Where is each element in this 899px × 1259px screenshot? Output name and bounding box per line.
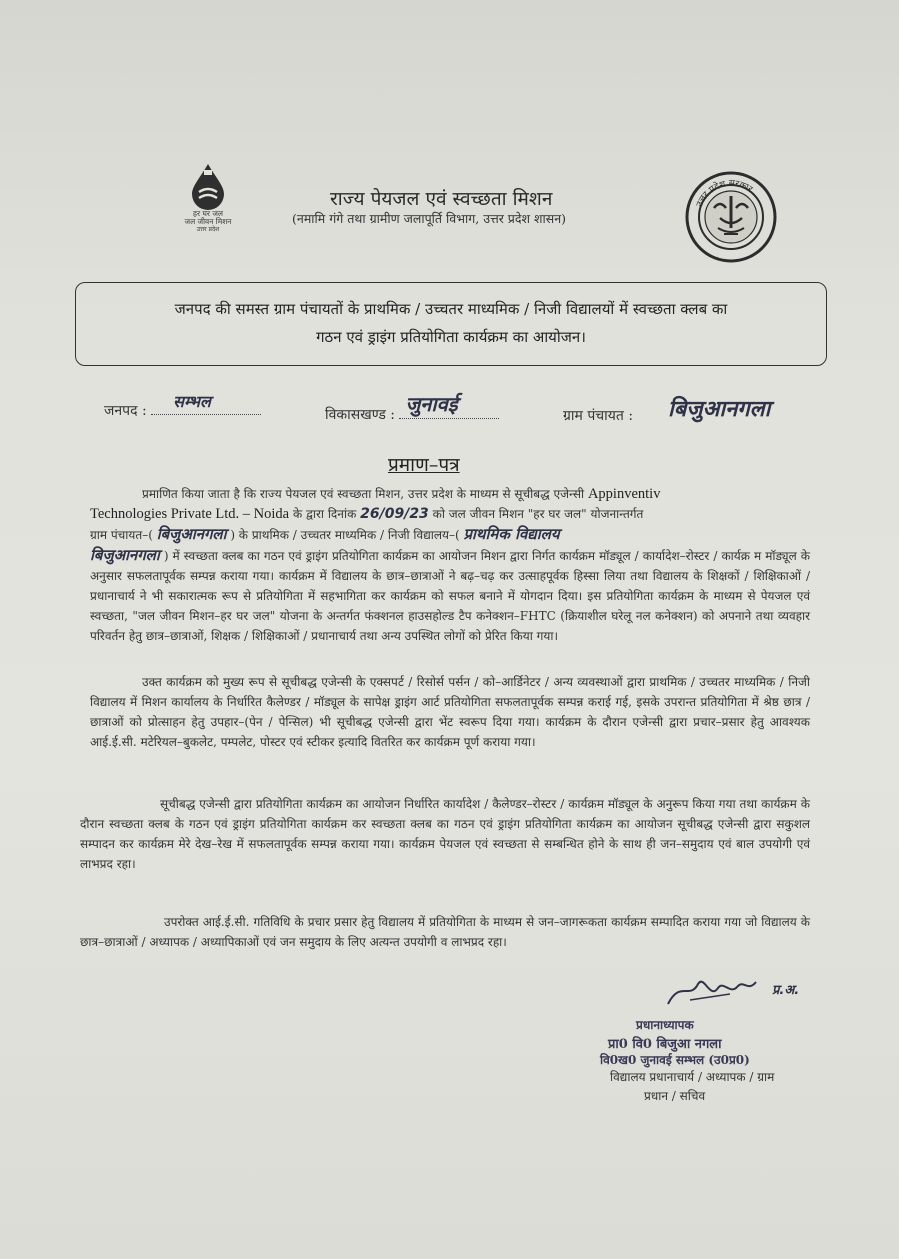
company-name-2: Technologies Private Ltd. – Noida <box>90 506 290 522</box>
har-ghar-jal-logo <box>178 162 238 234</box>
para1-text-b: के द्वारा दिनांक <box>292 507 357 521</box>
gram-panchayat-handwritten: बिजुआनगला <box>156 525 227 543</box>
logo-caption-1: हर घर जल <box>193 209 223 218</box>
school-name-handwritten-1: प्राथमिक विद्यालय <box>463 525 560 543</box>
water-drop-icon <box>188 162 228 210</box>
stamp-line-1: प्रधानाध्यापक <box>636 1018 694 1032</box>
gram-value: बिजुआनगला <box>668 397 771 422</box>
school-name-handwritten-2: बिजुआनगला <box>90 546 160 564</box>
gram-label: ग्राम पंचायत : <box>563 408 634 424</box>
org-subtitle: (नमामि गंगे तथा ग्रामीण जलापूर्ति विभाग, उत्तर प्रदेश शासन) <box>292 211 567 226</box>
vikas-label: विकासखण्ड : <box>325 407 396 423</box>
para1-text-a: प्रमाणित किया जाता है कि राज्य पेयजल एवं स्वच्छता मिशन, उत्तर प्रदेश के माध्यम से सूचीबद्ध एजेन्सी <box>142 487 585 501</box>
subject-line-2: गठन एवं ड्राइंग प्रतियोगिता कार्यक्रम का आयोजन। <box>316 328 586 346</box>
certificate-heading: प्रमाण–पत्र <box>388 454 460 476</box>
signatory-line-1: विद्यालय प्रधानाचार्य / अध्यापक / ग्राम <box>610 1070 775 1084</box>
janpad-label: जनपद : <box>104 403 147 419</box>
paragraph-2: उक्त कार्यक्रम को मुख्य रूप से सूचीबद्ध एजेन्सी के एक्सपर्ट / रिसोर्स पर्सन / को–आर्डिनेटर / अन्य व्यवस्थाओं द्वारा प्राथमिक / उच्चतर माध्यमिक / निजी विद्यालय में मिशन कार्यालय के निर्धारित कैलेण्डर / मॉड्यूल के सापेक्ष ड्राइंग आर्ट प्रतियोगिता सफलतापूर्वक सम्पन्न कराई गई, इसके उपरान्त प्रतियोगिता में श्रेष्ठ छात्र / छात्राओं को प्रोत्साहन हेतु उपहार–(पेन / पेन्सिल) भी सूचीबद्ध एजेन्सी द्वारा भेंट स्वरूप दिया गया। कार्यक्रम के दौरान एजेन्सी द्वारा प्रचार–प्रसार हेतु आवश्यक आई.ई.सी. मटेरियल–बुकलेट, पम्पलेट, पोस्टर एवं स्टीकर इत्यादि वितरित कर कार्यक्रम पूर्ण कराया गया। <box>90 675 810 749</box>
logo-caption-2: जल जीवन मिशन <box>184 217 232 226</box>
para1-text-f: ) में स्वच्छता क्लब का गठन एवं ड्राइंग प्रतियोगिता कार्यक्रम का आयोजन मिशन द्वारा निर्गत कार्यक्रम मॉड्यूल / कार्यादेश–रोस्टर / कार्यक्र म मॉड्यूल के अनुसार सफलतापूर्वक सम्पन्न कराया गया। कार्यक्रम में विद्यालय के छात्र–छात्राओं ने बढ़–चढ़ कर उत्साहपूर्वक हिस्सा लिया तथा विद्यालय के शिक्षकों / शिक्षिकाओं / प्रधानाचार्य ने भी सकारात्मक रूप से प्रतियोगिता में सहभागिता कर कार्यक्रम को सफल बनाने में योगदान दिया। इस प्रतियोगिता कार्यक्रम के माध्यम से पेयजल एवं स्वच्छता, "जल जीवन मिशन–हर घर जल" योजना के अन्तर्गत फंक्शनल हाउसहोल्ड टैप कनेक्शन–FHTC (क्रियाशील घरेलू नल कनेक्शन) को अपनाने तथा व्यवहार परिवर्तन हेतु छात्र–छात्राओं, शिक्षक / शिक्षिकाओं / प्रधानाचार्य तथा अन्य उपस्थित लोगों को प्रेरित किया गया। <box>90 549 810 643</box>
subject-line-1: जनपद की समस्त ग्राम पंचायतों के प्राथमिक / उच्चतर माध्यमिक / निजी विद्यालयों में स्वच्छता क्लब का <box>174 300 728 318</box>
janpad-field <box>104 392 261 420</box>
subject-box <box>75 282 827 366</box>
signatory-line-2: प्रधान / सचिव <box>644 1089 706 1103</box>
seal-text: उत्तर प्रदेश सरकार <box>694 178 755 209</box>
org-name: राज्य पेयजल एवं स्वच्छता मिशन <box>330 188 553 210</box>
gram-field <box>563 406 633 425</box>
stamp-line-2: प्रा0 वि0 बिजुआ नगला <box>608 1037 722 1052</box>
vikas-value: जुनावई <box>405 392 458 416</box>
logo-caption-3: उत्तर प्रदेश <box>196 226 220 233</box>
para1-text-e: ) के प्राथमिक / उच्चतर माध्यमिक / निजी विद्यालय–( <box>230 528 460 542</box>
paragraph-1 <box>90 484 810 646</box>
signature-mark <box>660 970 770 1014</box>
paragraph-3: सूचीबद्ध एजेन्सी द्वारा प्रतियोगिता कार्यक्रम का आयोजन निर्धारित कार्यादेश / कैलेण्डर–रोस्टर / कार्यक्रम मॉड्यूल के अनुरूप किया गया तथा कार्यक्रम के दौरान स्वच्छता क्लब के गठन एवं ड्राइंग प्रतियोगिता कार्यक्रम कर स्वच्छता क्लब का गठन एवं ड्राइंग प्रतियोगिता कार्यक्रम का आयोजन सूचीबद्ध एजेन्सी द्वारा सकुशल सम्पादन कर कार्यक्रम मेरे देख–रेख में सफलतापूर्वक सम्पन्न कराया गया। कार्यक्रम पेयजल एवं स्वच्छता से सम्बन्धित होने के साथ ही जन–समुदाय एवं बाल उपयोगी एवं लाभप्रद रहा। <box>80 797 810 871</box>
signature-scribble-icon <box>660 970 770 1010</box>
signature-initials: प्र.अ. <box>772 983 800 998</box>
up-government-seal <box>684 170 778 268</box>
para1-text-c: को जल जीवन मिशन "हर घर जल" योजनान्तर्गत <box>432 507 644 521</box>
program-date: 26/09/23 <box>360 506 429 522</box>
stamp-line-3: वि0ख0 जुनावई सम्भल (उ0प्र0) <box>600 1053 750 1067</box>
company-name-1: Appinventiv <box>587 486 661 502</box>
seal-emblem-icon <box>684 170 778 264</box>
para1-text-d: ग्राम पंचायत–( <box>90 528 153 542</box>
paragraph-4: उपरोक्त आई.ई.सी. गतिविधि के प्रचार प्रसार हेतु विद्यालय में प्रतियोगिता के माध्यम से जन–जागरूकता कार्यक्रम सम्पादित कराया गया जो विद्यालय के छात्र–छात्राओं / अध्यापक / अध्यापिकाओं एवं जन समुदाय के लिए अत्यन्त उपयोगी व लाभप्रद रहा। <box>80 915 810 949</box>
janpad-value: सम्भल <box>173 392 211 411</box>
vikas-field <box>325 392 499 424</box>
